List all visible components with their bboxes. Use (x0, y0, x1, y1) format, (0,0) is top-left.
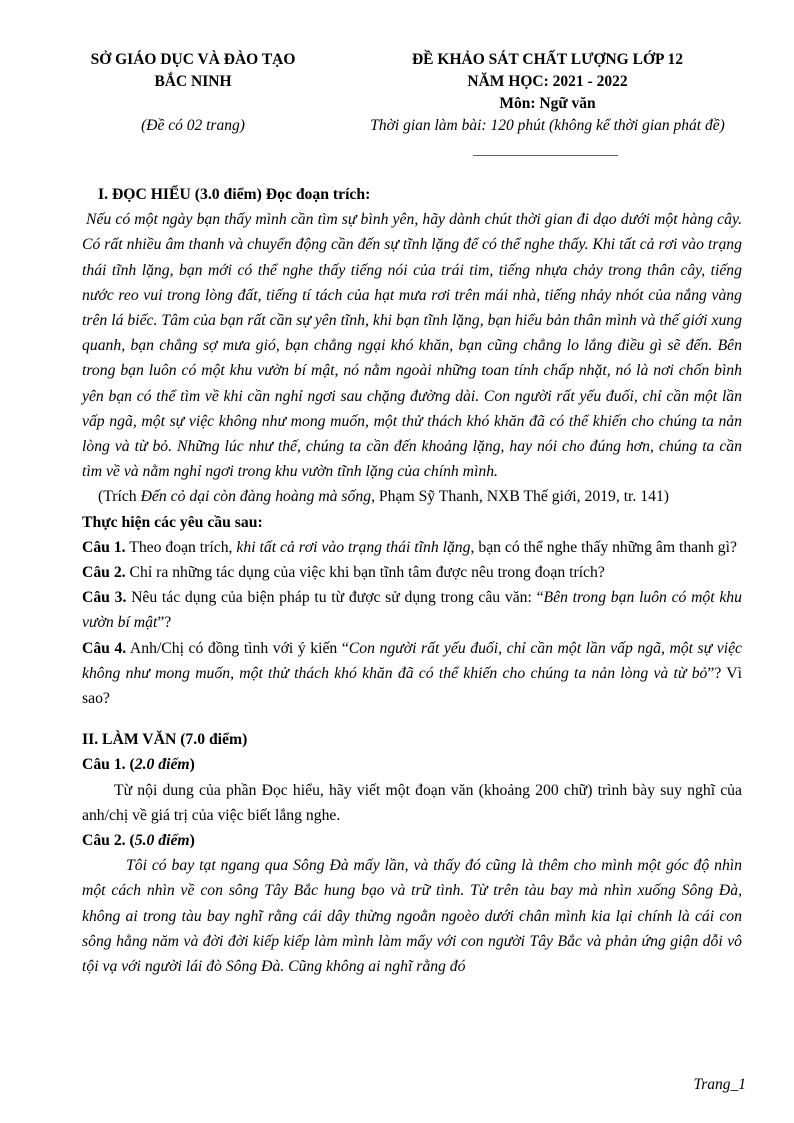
q3-text-a: Nêu tác dụng của biện pháp tu từ được sử dụng trong câu văn: “ (126, 589, 544, 607)
subject-name: Môn: Ngữ văn (499, 95, 596, 112)
essay-q2-label: Câu 2. ( (82, 832, 135, 850)
essay-q2-close: ) (189, 832, 195, 850)
page-number: Trang_1 (693, 1076, 746, 1093)
header-right (356, 49, 739, 137)
essay-q1-points: 2.0 điểm (134, 756, 190, 774)
question-3 (82, 585, 742, 635)
question-2 (82, 560, 742, 585)
header-left (78, 49, 308, 137)
q2-label: Câu 2. (82, 564, 126, 582)
citation-suffix: , Phạm Sỹ Thanh, NXB Thế giới, 2019, tr. 141) (371, 488, 670, 506)
essay-q1-heading (82, 752, 742, 777)
header-divider (473, 155, 618, 156)
section-gap (82, 711, 742, 727)
q1-label: Câu 1. (82, 538, 126, 556)
q4-text-a: Anh/Chị có đồng tình với ý kiến “ (126, 639, 349, 657)
passage-citation (82, 484, 742, 509)
tasks-heading: Thực hiện các yêu cầu sau: (82, 513, 263, 531)
q1-text-a: Theo đoạn trích, (125, 538, 237, 556)
q3-label: Câu 3. (82, 589, 127, 607)
exam-title: ĐỀ KHẢO SÁT CHẤT LƯỢNG LỚP 12 (411, 51, 683, 68)
part1-heading: I. ĐỌC HIỂU (3.0 điểm) Đọc đoạn trích: (98, 186, 371, 203)
essay-q1-text: Từ nội dung của phần Đọc hiểu, hãy viết một đoạn văn (khoảng 200 chữ) trình bày suy nghĩ của anh/chị về giá trị của việc biết lắng nghe. (82, 781, 742, 824)
page-count-note: (Đề có 02 trang) (141, 117, 245, 134)
q3-text-c: ”? (157, 614, 172, 632)
part2-heading: II. LÀM VĂN (7.0 điểm) (82, 731, 248, 749)
essay-q2-points: 5.0 điểm (134, 832, 190, 850)
q2-text: Chỉ ra những tác dụng của việc khi bạn tĩnh tâm được nêu trong đoạn trích? (125, 564, 605, 582)
essay-q2-heading (82, 828, 742, 853)
q4-text-c: ”? Vì sao? (82, 664, 742, 708)
q3-text-b: Bên trong bạn luôn có một khu vườn bí mật (82, 589, 742, 632)
essay-q1-label: Câu 1. ( (82, 756, 135, 774)
question-4 (82, 636, 742, 712)
time-note: Thời gian làm bài: 120 phút (không kể thời gian phát đề) (370, 117, 725, 134)
province-name: BẮC NINH (154, 73, 232, 90)
essay-q1-close: ) (189, 756, 195, 774)
exam-content (82, 182, 742, 979)
reading-passage: Nếu có một ngày bạn thấy mình cần tìm sự bình yên, hãy dành chút thời gian đi dạo dưới một hàng cây. Có rất nhiều âm thanh và chuyển động cần đến sự tĩnh lặng để có thể nghe thấy. Khi tất cả rơi vào trạng thái tĩnh lặng, bạn mới có thể nghe thấy tiếng nói của trái tim, tiếng nhựa chảy trong thân cây, tiếng nước reo vui trong lòng đất, tiếng tí tách của hạt mưa rơi trên mái nhà, tiếng nhảy nhót của nắng vàng trên lá biếc. Tâm của bạn rất cần sự yên tĩnh, khi bạn tĩnh lặng, bạn hiểu bản thân mình và thế giới xung quanh, bạn chẳng sợ mưa gió, bạn chẳng ngại khó khăn, bạn cũng chẳng lo lắng điều gì sẽ đến. Bên trong bạn luôn có một khu vườn bí mật, nó nằm ngoài những toan tính chấp nhặt, nó là nơi chốn bình yên bạn có thể tìm về khi cần nghỉ ngơi sau chặng đường dài. Con người rất yếu đuối, chỉ cần một lần vấp ngã, một sự việc không như mong muốn, một thử thách khó khăn đã có thể khiến cho chúng ta nản lòng và từ bỏ. Những lúc như thế, chúng ta cần đến khoảng lặng, hay nói cho đúng hơn, chúng ta cần tìm về và nằm nghỉ ngơi trong khu vườn tĩnh lặng của chính mình. (82, 211, 742, 481)
q1-text-b: khi tất cả rơi vào trạng thái tĩnh lặng (236, 538, 471, 556)
essay-q2-excerpt: Tôi có bay tạt ngang qua Sông Đà mấy lần, và thấy đó cũng là thêm cho mình một góc độ nhìn một cách nhìn về con sông Tây Bắc hung bạo và trữ tình. Từ trên tàu bay mà nhìn xuống Sông Đà, không ai trong tàu bay nghĩ rằng cái dây thừng ngoằn ngoèo dưới chân mình kia lại chính là cái con sông hằng năm và đời đời kiếp kiếp làm mình làm mẩy với con người Tây Bắc và phản ứng giận dỗi vô tội vạ với người lái đò Sông Đà. Cũng không ai nghĩ rằng đó (82, 857, 742, 976)
department-name: SỞ GIÁO DỤC VÀ ĐÀO TẠO (90, 51, 296, 68)
school-year: NĂM HỌC: 2021 - 2022 (467, 73, 628, 90)
citation-book-title: Đến cỏ dại còn đàng hoàng mà sống (140, 488, 372, 506)
citation-prefix: (Trích (98, 488, 141, 506)
q1-text-c: , bạn có thể nghe thấy những âm thanh gì? (470, 538, 737, 556)
q4-label: Câu 4. (82, 639, 127, 657)
question-1 (82, 535, 742, 560)
q4-text-b: Con người rất yếu đuối, chỉ cần một lần vấp ngã, một sự việc không như mong muốn, một thử thách khó khăn đã có thể khiến cho chúng ta nản lòng và từ bỏ (82, 639, 742, 682)
